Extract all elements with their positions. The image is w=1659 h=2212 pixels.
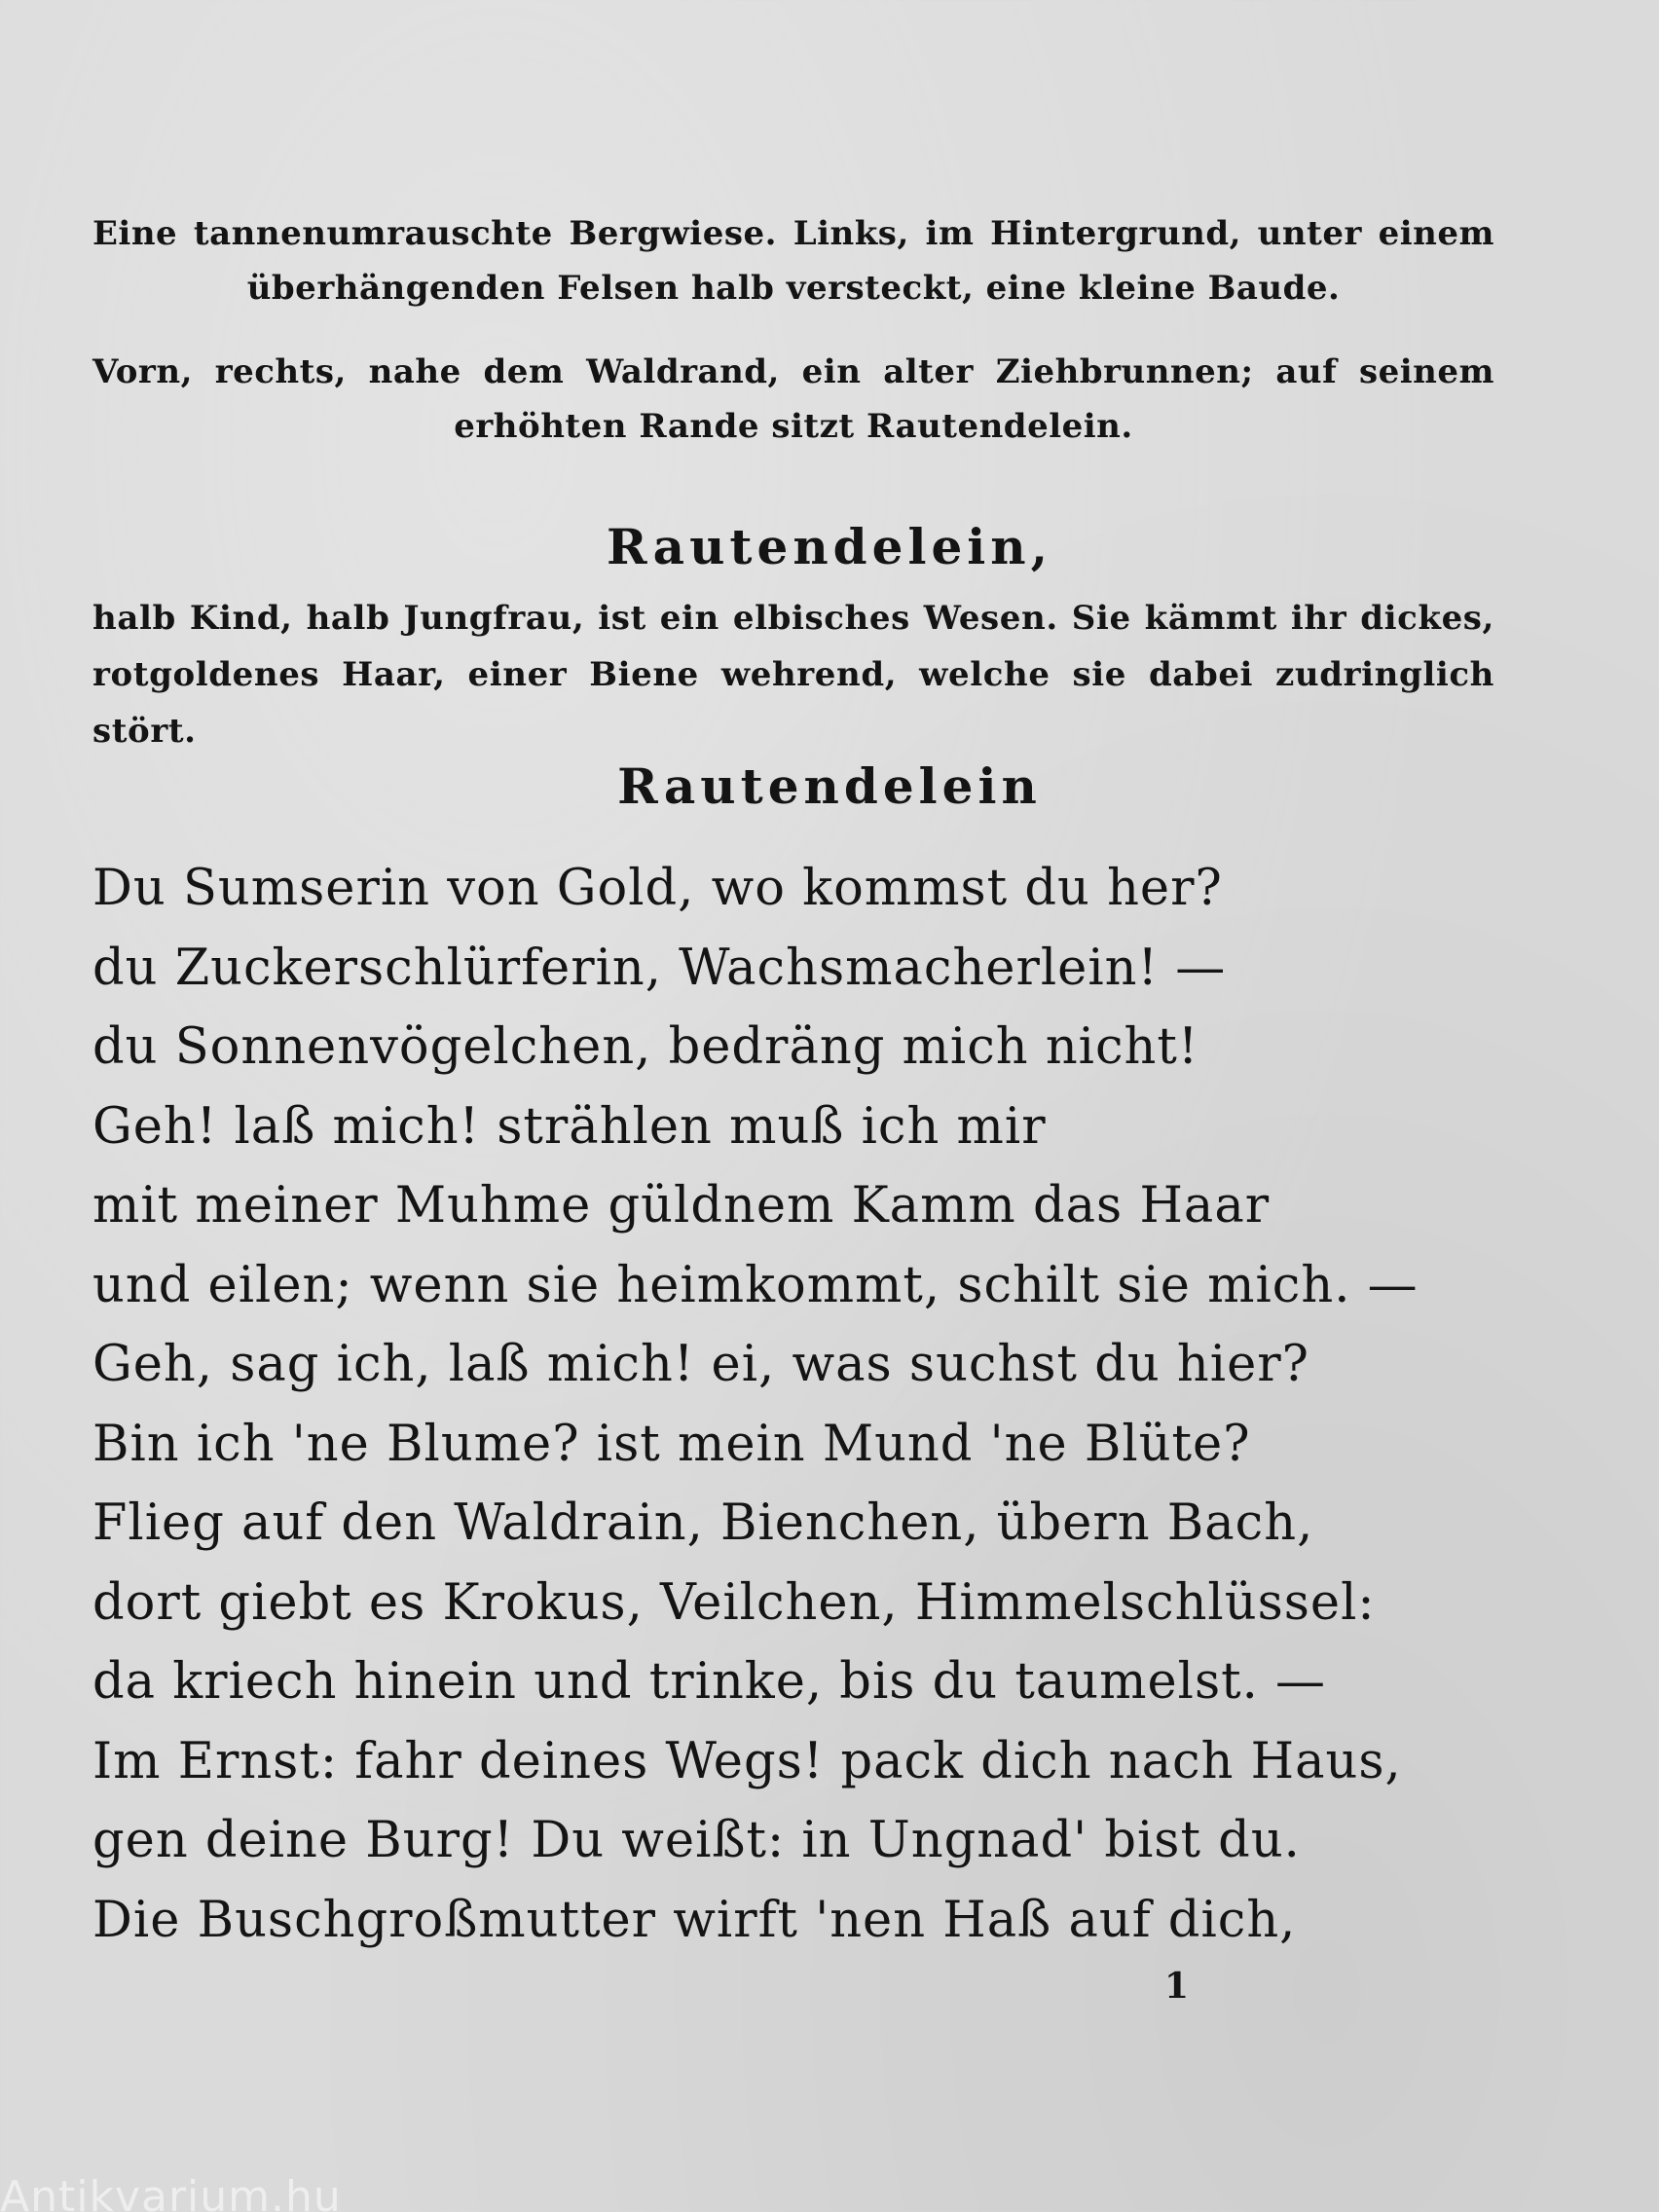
stage-direction-text: Eine tannenumrauschte Bergwiese. Links, im Hintergrund, unter einem überhängenden Felsen halb versteckt, eine kleine Baude.	[92, 214, 1494, 308]
stage-direction-text: Vorn, rechts, nahe dem Waldrand, ein alter Ziehbrunnen; auf seinem erhöhten Rande sitzt Rautendelein.	[92, 352, 1494, 446]
stage-direction-paragraph-1	[92, 206, 1494, 315]
speaker-name: Rautendelein	[617, 757, 1042, 815]
verse-line: Geh, sag ich, laß mich! ei, was suchst du hier?	[92, 1336, 1309, 1393]
verse-line: dort giebt es Krokus, Veilchen, Himmelschlüssel:	[92, 1573, 1376, 1632]
verse-block	[92, 849, 1533, 1960]
verse-line: Bin ich 'ne Blume? ist mein Mund 'ne Blüte?	[92, 1415, 1251, 1473]
verse-line: du Zuckerschlürferin, Wachsmacherlein! —	[92, 939, 1227, 997]
character-intro-name: Rautendelein,	[606, 518, 1053, 575]
verse-line: Im Ernst: fahr deines Wegs! pack dich nach Haus,	[92, 1732, 1402, 1790]
verse-line: Geh! laß mich! strählen muß ich mir	[92, 1097, 1047, 1156]
verse-line: Die Buschgroßmutter wirft 'nen Haß auf dich,	[92, 1891, 1297, 1949]
character-intro-description: halb Kind, halb Jungfrau, ist ein elbisches Wesen. Sie kämmt ihr dickes, rotgoldenes Haar, einer Biene wehrend, welche sie dabei zudringlich stört.	[92, 599, 1494, 751]
verse-line: gen deine Burg! Du weißt: in Ungnad' bist du.	[92, 1812, 1301, 1869]
verse-line: mit meiner Muhme güldnem Kamm das Haar	[92, 1177, 1271, 1235]
watermark: Antikvarium.hu	[0, 2172, 342, 2212]
page-number: 1	[1164, 1966, 1190, 2007]
verse-line: da kriech hinein und trinke, bis du taumelst. —	[92, 1653, 1327, 1711]
verse-line: und eilen; wenn sie heimkommt, schilt sie mich. —	[92, 1256, 1419, 1314]
verse-line: Du Sumserin von Gold, wo kommst du her?	[92, 860, 1223, 917]
verse-line: Flieg auf den Waldrain, Bienchen, übern Bach,	[92, 1494, 1314, 1552]
stage-direction-paragraph-2	[92, 345, 1494, 454]
verse-line: du Sonnenvögelchen, bedräng mich nicht!	[92, 1018, 1199, 1076]
